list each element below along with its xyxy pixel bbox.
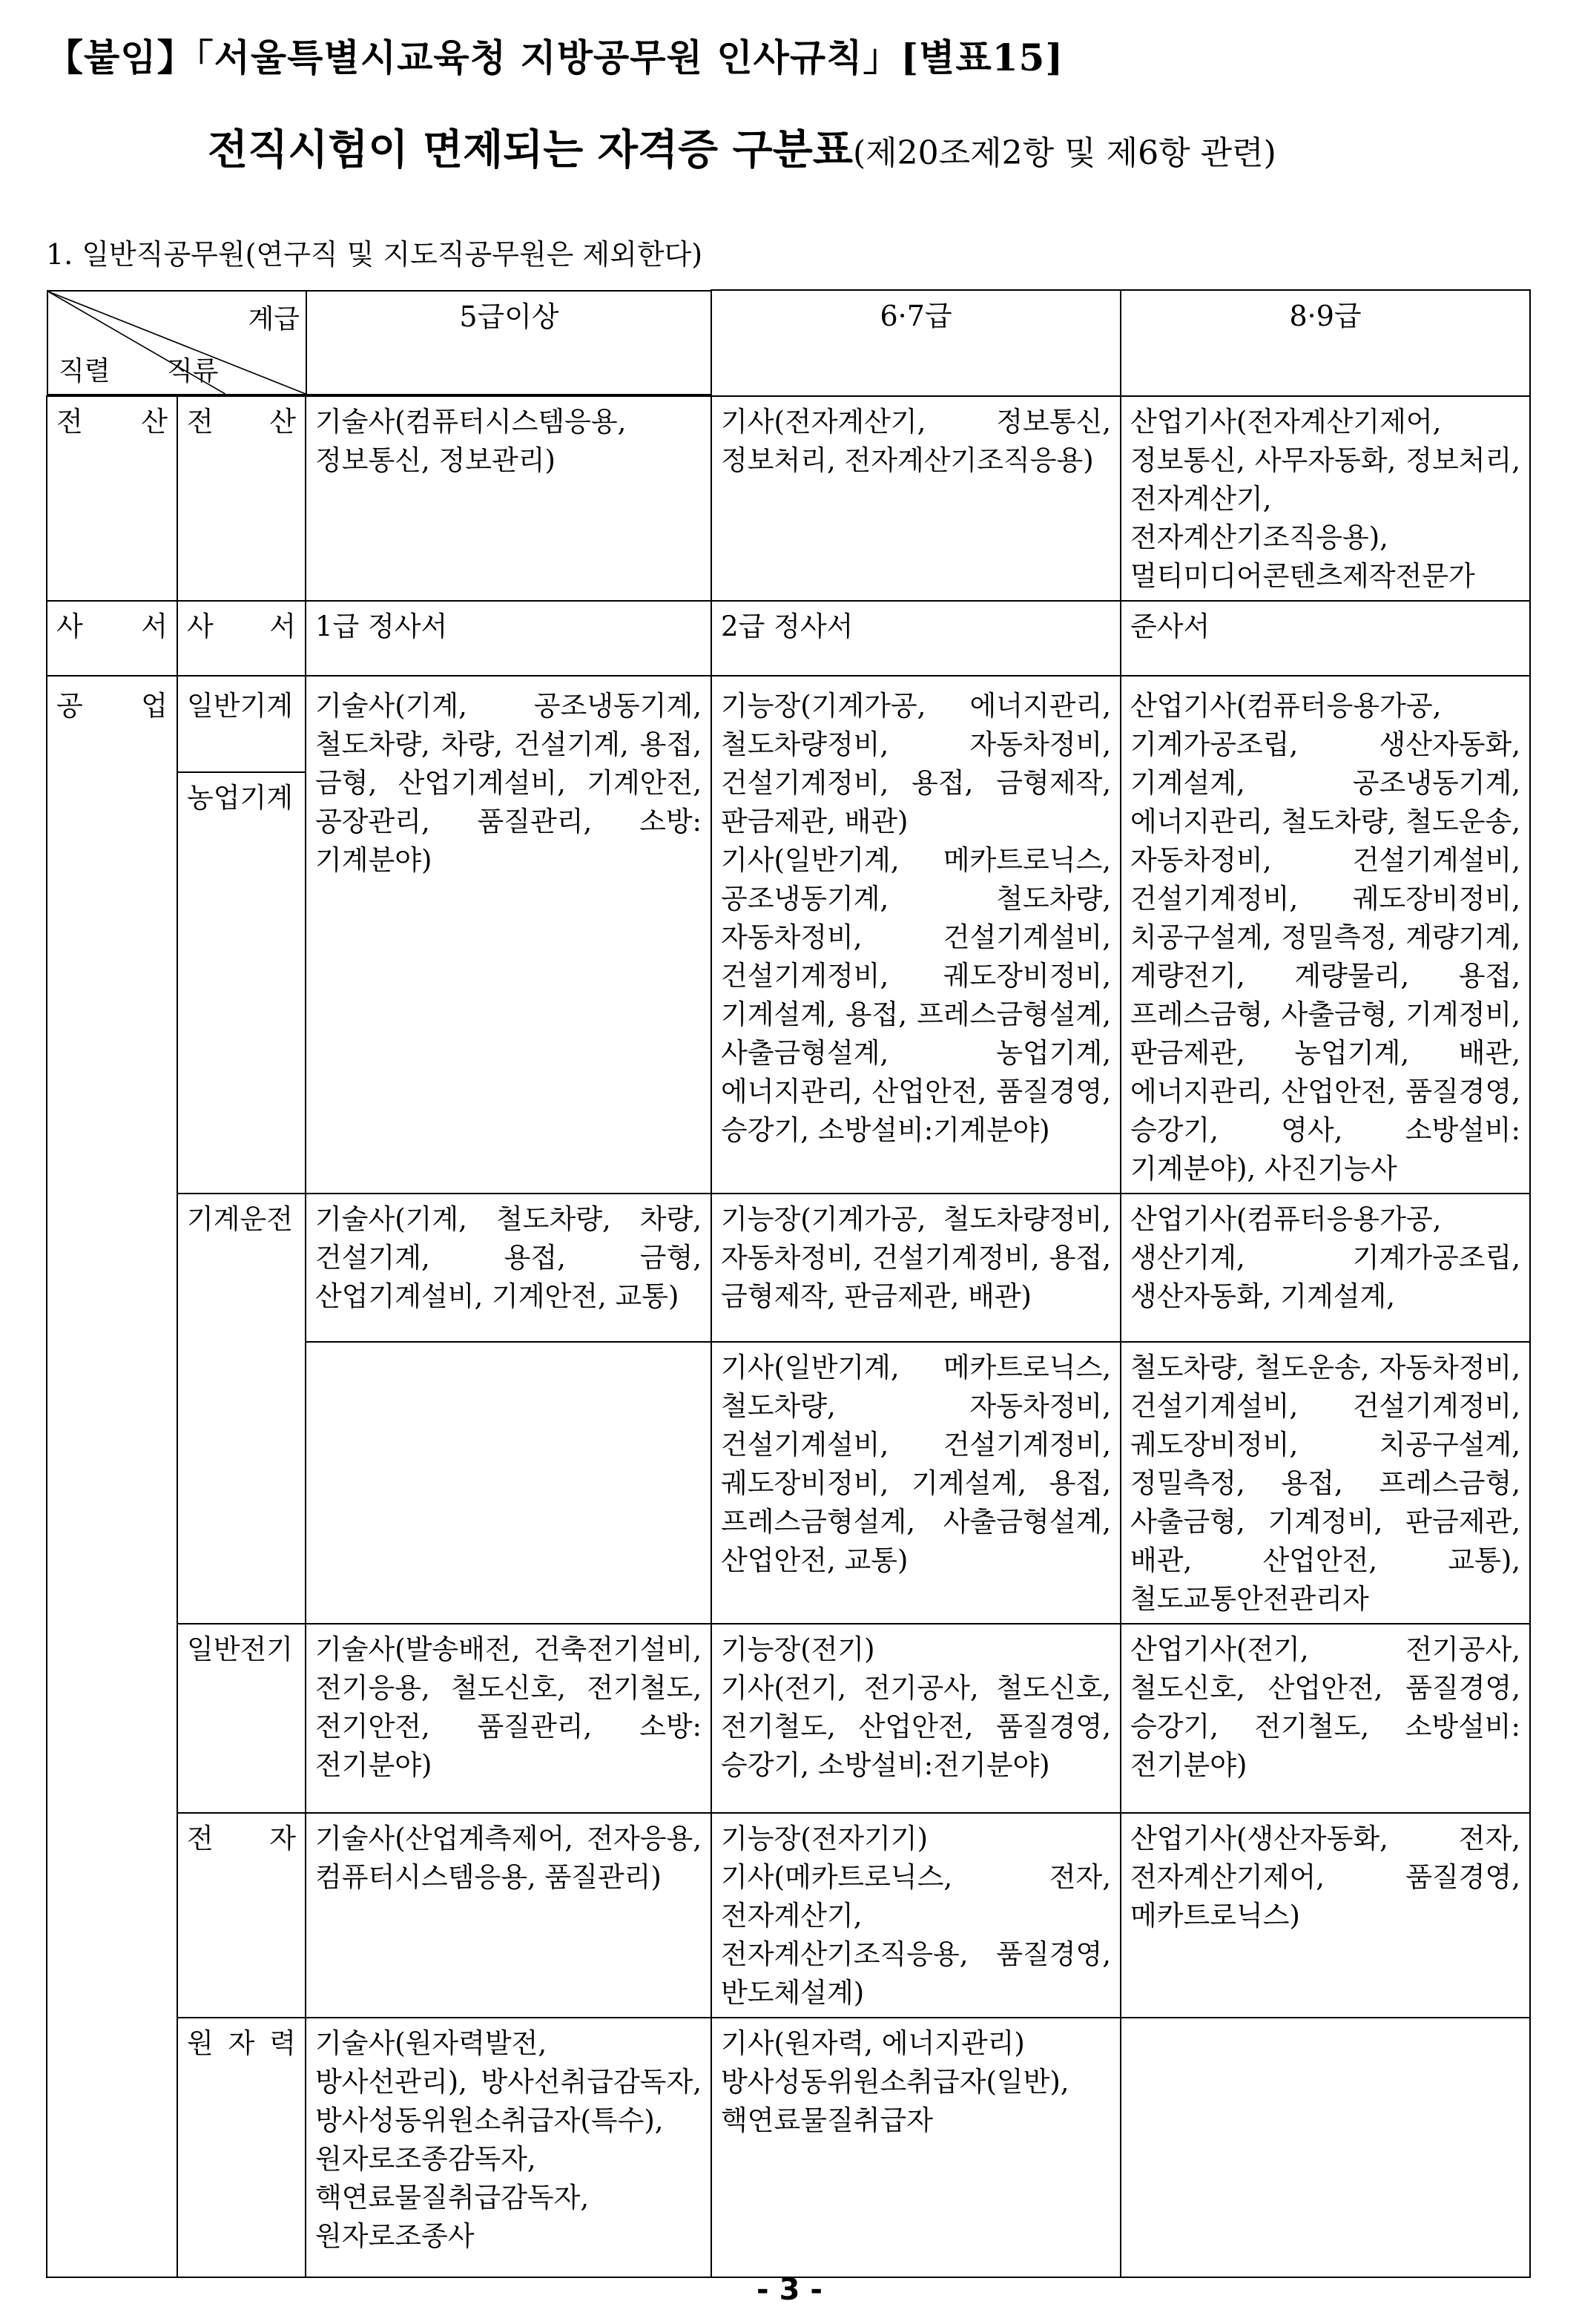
field-cell: 사 서: [177, 601, 306, 676]
table-row: [47, 1194, 1530, 1342]
field-cell-general-electrical: 일반전기: [177, 1624, 306, 1813]
table-row: [47, 676, 1530, 772]
grade67-cell: [711, 1813, 1121, 2018]
column-header-grade5: 5급이상: [306, 291, 711, 395]
grade5-cell: 기술사(기계, 철도차량, 차량, 건설기계, 용접, 금형, 산업기계설비, 기계안전, 교통): [306, 1194, 711, 1342]
grade67-cell: 기능장(기계가공, 철도차량정비, 자동차정비, 건설기계정비, 용접, 금형제작, 판금제관, 배관): [711, 1194, 1121, 1342]
grade5-cell: 기술사(원자력발전, 방사선관리), 방사선취급감독자, 방사성동위원소취급자(특수), 원자로조종감독자, 핵연료물질취급감독자, 원자로조종사: [306, 2018, 711, 2277]
grade67-handler: 방사성동위원소취급자(일반), 핵연료물질취급자: [721, 2066, 1069, 2136]
grade67-cell: 기사(전자계산기, 정보통신, 정보처리, 전자계산기조직응용): [711, 396, 1121, 601]
table-header-row: [47, 290, 1530, 396]
corner-label-field: 직류: [167, 356, 219, 386]
grade89-cell: 철도차량, 철도운송, 자동차정비, 건설기계설비, 건설기계정비, 궤도장비정비, 치공구설계, 정밀측정, 용접, 프레스금형, 사출금형, 기계정비, 판금제관, 배관, 산업안전, 교통), 철도교통안전관리자: [1121, 1342, 1530, 1624]
grade89-cell-empty: [1121, 2018, 1530, 2277]
grade5-cell: 기술사(기계, 공조냉동기계, 철도차량, 차량, 건설기계, 용접, 금형, 산업기계설비, 기계안전, 공장관리, 품질관리, 소방:기계분야): [306, 676, 711, 1194]
grade67-cell: [711, 1624, 1121, 1813]
field-cell-general-machinery: 일반기계: [177, 676, 306, 772]
grade5-cell: 기술사(발송배전, 건축전기설비, 전기응용, 철도신호, 전기철도, 전기안전, 품질관리, 소방:전기분야): [306, 1624, 711, 1813]
column-header-grade89: 8·9급: [1121, 290, 1530, 396]
grade5-cell: 1급 정사서: [306, 601, 711, 676]
table-row: [47, 2018, 1530, 2277]
table-row: [47, 1813, 1530, 2018]
header-left-block: [47, 290, 711, 396]
series-cell: 사 서: [47, 601, 177, 676]
document-subtitle: [208, 117, 1543, 177]
grade67-engineer: 기사(전기, 전기공사, 철도신호, 전기철도, 산업안전, 품질경영, 승강기, 소방설비:전기분야): [721, 1672, 1112, 1781]
section-heading: 1. 일반직공무원(연구직 및 지도직공무원은 제외한다): [46, 238, 703, 271]
grade89-cell: 산업기사(컴퓨터응용가공, 생산기계, 기계가공조립, 생산자동화, 기계설계,: [1121, 1194, 1530, 1342]
field-cell-agricultural-machinery: 농업기계: [177, 772, 306, 1194]
corner-label-grade: 계급: [248, 304, 300, 335]
grade89-cell: 산업기사(전기, 전기공사, 철도신호, 산업안전, 품질경영, 승강기, 전기철도, 소방설비:전기분야): [1121, 1624, 1530, 1813]
grade67-master-craftsman: 기능장(전기): [721, 1633, 875, 1665]
grade5-cell: 기술사(산업계측제어, 전자응용, 컴퓨터시스템응용, 품질관리): [306, 1813, 711, 2018]
grade67-engineer: 기사(일반기계, 메카트로닉스, 공조냉동기계, 철도차량, 자동차정비, 건설기계설비, 건설기계정비, 궤도장비정비, 기계설계, 용접, 프레스금형설계, 사출금형설계, 농업기계, 에너지관리, 산업안전, 품질경영, 승강기, 소방설비:기계분야): [721, 844, 1112, 1146]
field-cell-machine-operation: 기계운전: [177, 1194, 306, 1624]
page-number: - 3 -: [756, 2273, 823, 2307]
grade67-cell: 기사(일반기계, 메카트로닉스, 철도차량, 자동차정비, 건설기계설비, 건설기계정비, 궤도장비정비, 기계설계, 용접, 프레스금형설계, 사출금형설계, 산업안전, 교통): [711, 1342, 1121, 1624]
grade89-cell: 준사서: [1121, 601, 1530, 676]
grade67-cell: [711, 676, 1121, 1194]
table-row: [47, 601, 1530, 676]
grade89-cell: 산업기사(전자계산기제어, 정보통신, 사무자동화, 정보처리, 전자계산기, 전자계산기조직응용), 멀티미디어콘텐츠제작전문가: [1121, 396, 1530, 601]
field-cell: 전 산: [177, 396, 306, 601]
grade67-cell: 2급 정사서: [711, 601, 1121, 676]
subtitle-main: 전직시험이 면제되는 자격증 구분표: [208, 125, 853, 174]
grade67-engineer: 기사(메카트로닉스, 전자, 전자계산기, 전자계산기조직응용, 품질경영, 반도체설계): [721, 1861, 1112, 2009]
grade67-master-craftsman: 기능장(전자기기): [721, 1823, 929, 1854]
header-corner-cell: [47, 291, 306, 395]
grade5-cell-empty: [306, 1342, 711, 1624]
table-row: [47, 396, 1530, 601]
table-row: [47, 1624, 1530, 1813]
grade67-master-craftsman: 기능장(기계가공, 에너지관리, 철도차량정비, 자동차정비, 건설기계정비, 용접, 금형제작, 판금제관, 배관): [721, 690, 1112, 837]
page-title: 【붙임】「서울특별시교육청 지방공무원 인사규칙」[별표15]: [46, 36, 1064, 79]
grade67-engineer: 기사(원자력, 에너지관리): [721, 2027, 1025, 2059]
grade89-cell: 산업기사(컴퓨터응용가공, 기계가공조립, 생산자동화, 기계설계, 공조냉동기계, 에너지관리, 철도차량, 철도운송, 자동차정비, 건설기계설비, 건설기계정비, 궤도장비정비, 치공구설계, 정밀측정, 계량기계, 계량전기, 계량물리, 용접, 프레스금형, 사출금형, 기계정비, 판금제관, 농업기계, 배관, 에너지관리, 산업안전, 품질경영, 승강기, 영사, 소방설비:기계분야), 사진기능사: [1121, 676, 1530, 1194]
field-cell-nuclear: 원 자 력: [177, 2018, 306, 2277]
grade67-cell: [711, 2018, 1121, 2277]
grade89-cell: 산업기사(생산자동화, 전자, 전자계산기제어, 품질경영, 메카트로닉스): [1121, 1813, 1530, 2018]
qualification-table: [46, 289, 1531, 2278]
grade5-cell: 기술사(컴퓨터시스템응용, 정보통신, 정보관리): [306, 396, 711, 601]
subtitle-reference: (제20조제2항 및 제6항 관련): [852, 134, 1276, 172]
corner-label-series: 직렬: [59, 356, 111, 386]
series-cell-industry: 공 업: [47, 676, 177, 2277]
series-cell: 전 산: [47, 396, 177, 601]
field-cell-electronics: 전 자: [177, 1813, 306, 2018]
column-header-grade67: 6·7급: [711, 290, 1121, 396]
